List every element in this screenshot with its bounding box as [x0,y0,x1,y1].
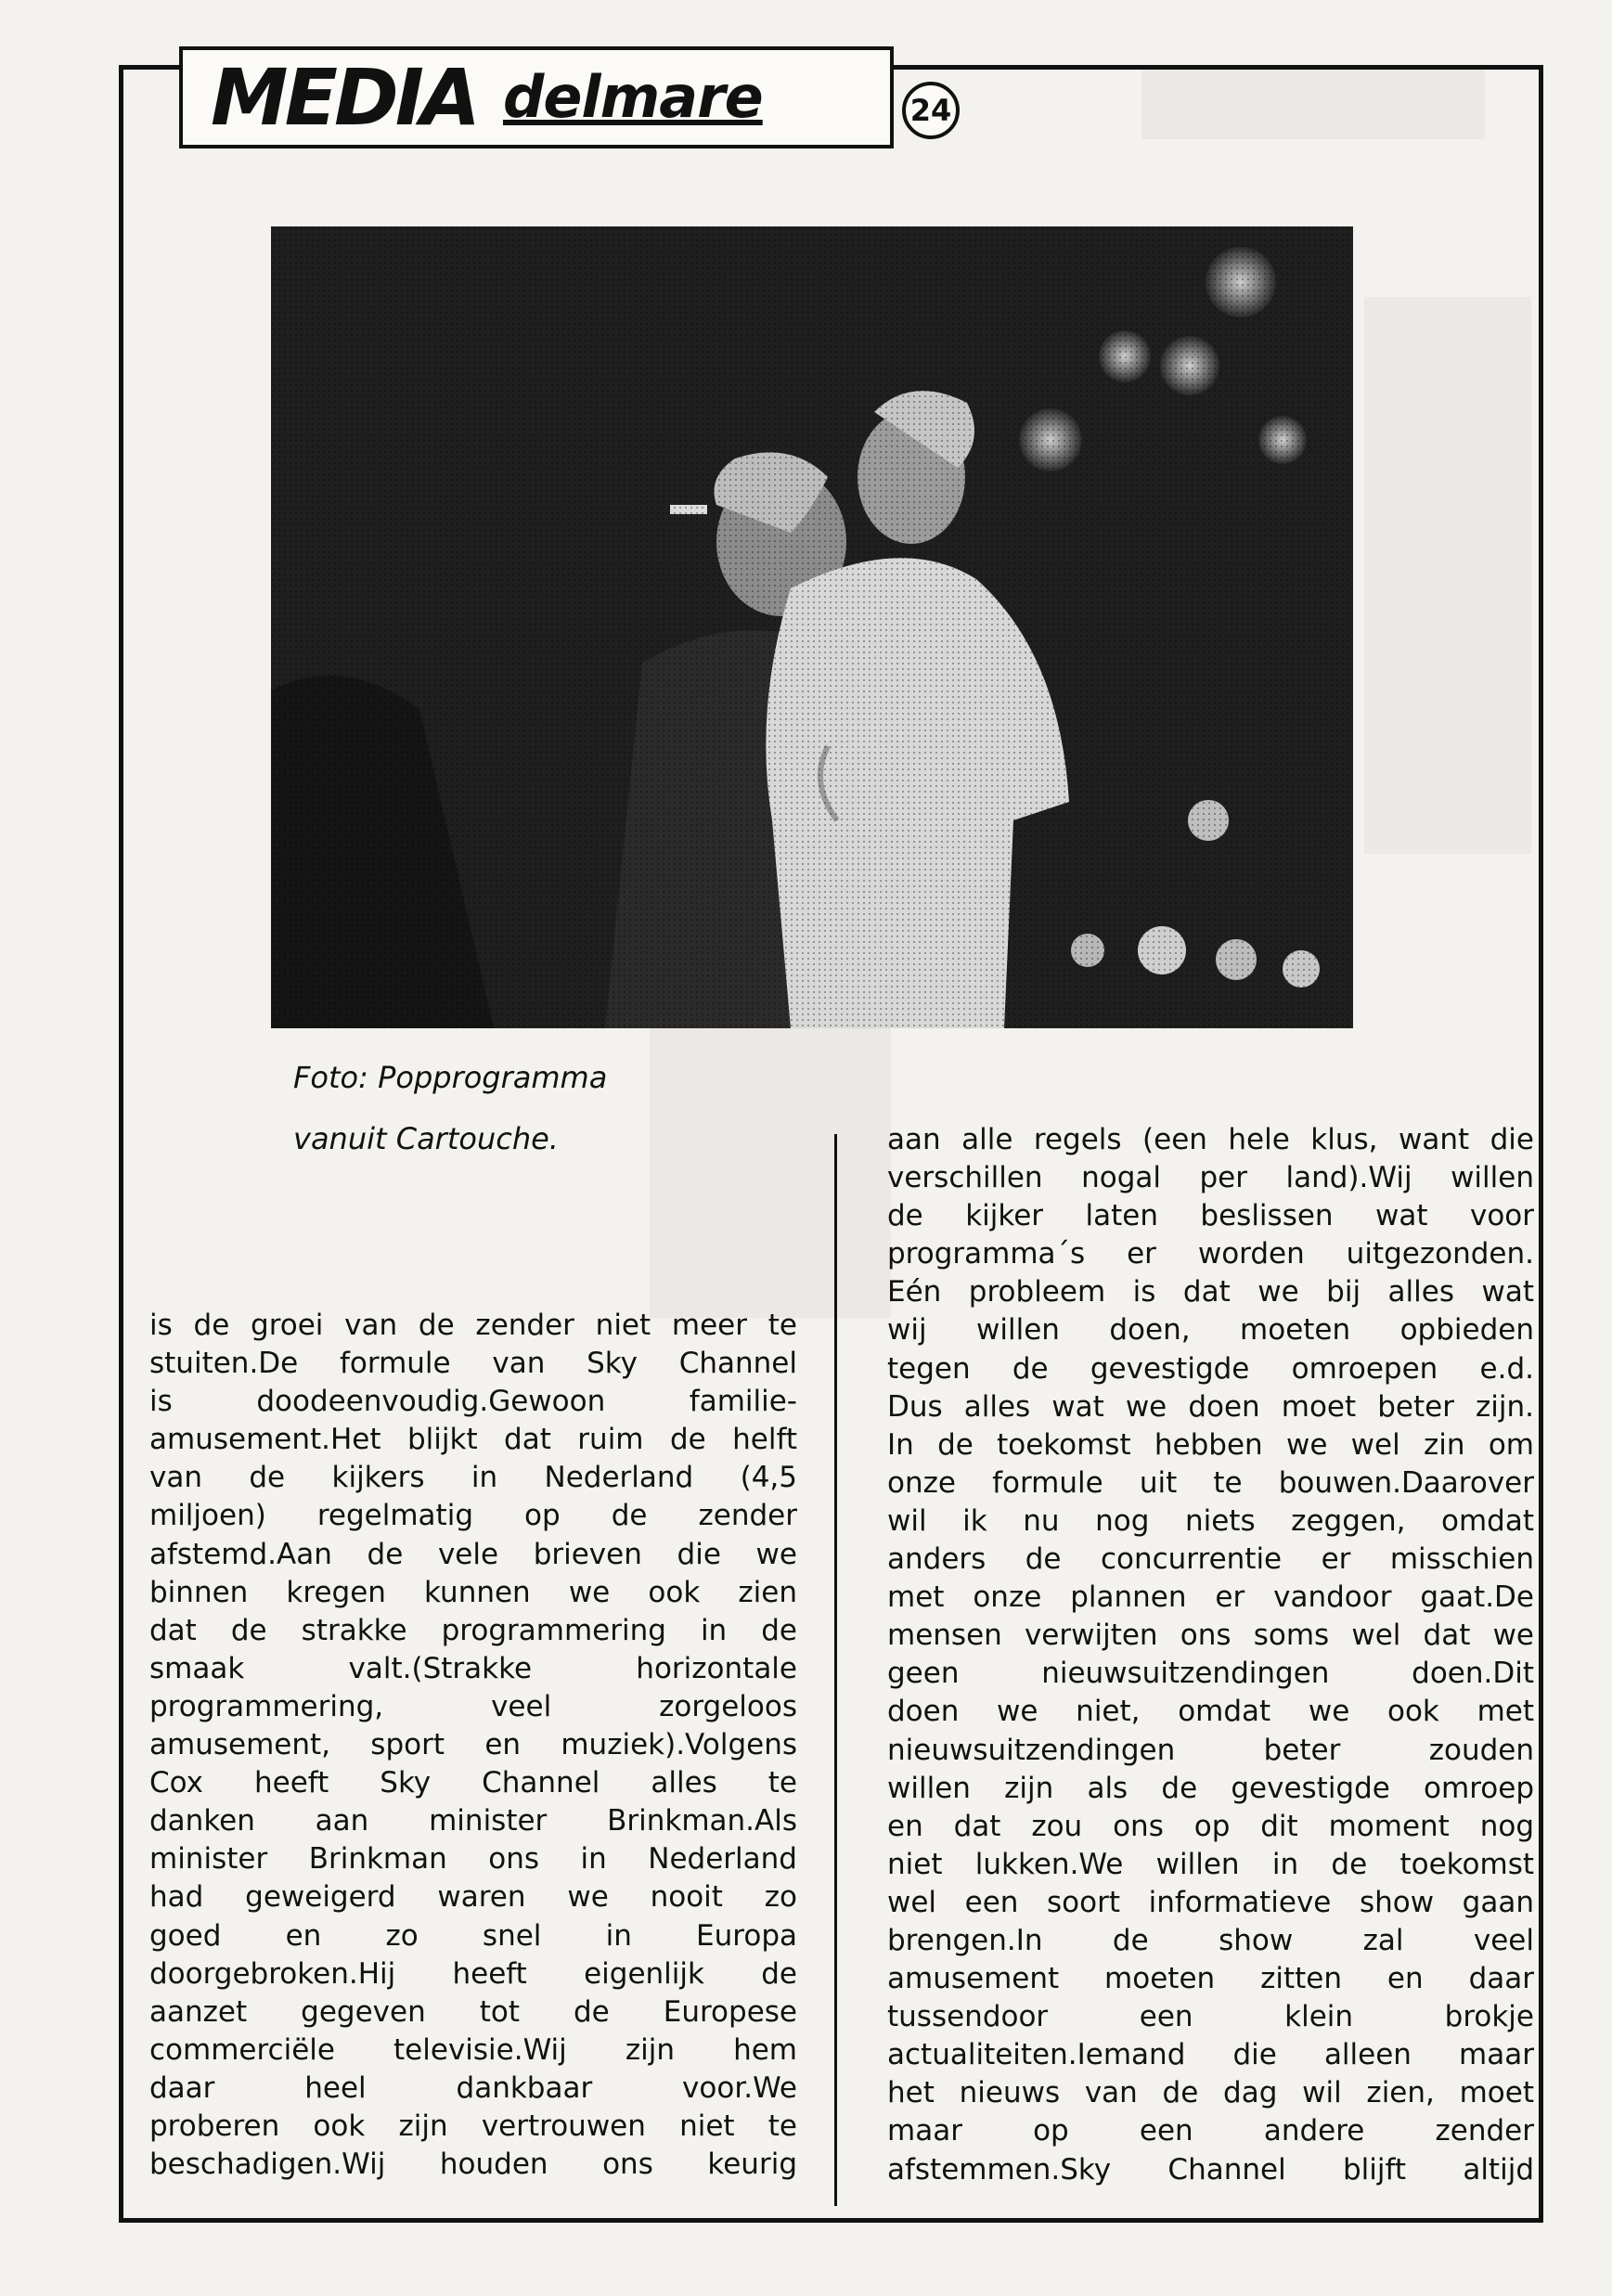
article-text-line: daar heel dankbaar voor.We [149,2070,797,2105]
photo-caption-line: vanuit Cartouche. [293,1121,559,1156]
article-text-line: amusement moeten zitten en daar [887,1962,1534,1996]
article-text-line: binnen kregen kunnen we ook zien [149,1575,797,1609]
article-text-line: proberen ook zijn vertrouwen niet te [149,2109,797,2143]
article-text-line: afstemmen.Sky Channel blijft altijd [887,2152,1534,2186]
article-left-column [149,1307,797,2184]
photo-caption-line: Foto: Popprogramma [293,1060,608,1095]
article-text-line: In de toekomst hebben we wel zin om [887,1427,1534,1462]
article-text-line: is doodeenvoudig.Gewoon familie- [149,1385,797,1419]
article-text-line: niet lukken.We willen in de toekomst [887,1847,1534,1881]
article-text-line: Eén probleem is dat we bij alles wat [887,1275,1534,1309]
article-text-line: actualiteiten.Iemand die alleen maar [887,2038,1534,2072]
article-text-line: maar op een andere zender [887,2114,1534,2148]
article-text-line: nieuwsuitzendingen beter zouden [887,1733,1534,1767]
article-text-line: afstemd.Aan de vele brieven die we [149,1537,797,1571]
article-text-line: geen nieuwsuitzendingen doen.Dit [887,1657,1534,1691]
article-text-line: commerciële televisie.Wij zijn hem [149,2032,797,2067]
article-text-line: dat de strakke programmering in de [149,1613,797,1647]
article-text-line: brengen.In de show zal veel [887,1923,1534,1957]
article-text-line: amusement.Het blijkt dat ruim de helft [149,1423,797,1457]
article-text-line: tegen de gevestigde omroepen e.d. [887,1351,1534,1386]
article-text-line: tussendoor een klein brokje [887,2000,1534,2034]
article-text-line: anders de concurrentie er misschien [887,1542,1534,1577]
article-text-line: miljoen) regelmatig op de zender [149,1499,797,1533]
article-text-line: wil ik nu nog niets zeggen, omdat [887,1503,1534,1538]
page-number-badge: 24 [902,82,960,139]
article-text-line: beschadigen.Wij houden ons keurig [149,2148,797,2182]
article-text-line: van de kijkers in Nederland (4,5 [149,1461,797,1495]
article-text-line: is de groei van de zender niet meer te [149,1309,797,1342]
article-text-line: wel een soort informatieve show gaan [887,1885,1534,1919]
photo-caption [293,1047,850,1169]
article-text-line: programma´s er worden uitgezonden. [887,1237,1534,1271]
concert-photo [271,226,1353,1028]
article-text-line: aanzet gegeven tot de Europese [149,1994,797,2029]
article-text-line: doen we niet, omdat we ook met [887,1695,1534,1729]
article-text-line: verschillen nogal per land).Wij willen [887,1161,1534,1195]
article-text-line: het nieuws van de dag wil zien, moet [887,2076,1534,2110]
masthead [179,46,894,148]
article-text-line: danken aan minister Brinkman.Als [149,1804,797,1838]
article-text-line: onze formule uit te bouwen.Daarover [887,1465,1534,1500]
masthead-brand-logo: delmare [502,63,763,131]
article-text-line: en dat zou ons op dit moment nog [887,1809,1534,1843]
article-text-line: goed en zo snel in Europa [149,1918,797,1953]
article-text-line: had geweigerd waren we nooit zo [149,1880,797,1915]
article-text-line: smaak valt.(Strakke horizontale [149,1651,797,1685]
article-text-line: minister Brinkman ons in Nederland [149,1842,797,1877]
article-text-line: de kijker laten beslissen wat voor [887,1199,1534,1233]
article-text-line: met onze plannen er vandoor gaat.De [887,1580,1534,1615]
article-text-line: wij willen doen, moeten opbieden [887,1313,1534,1348]
article-text-line: Dus alles wat we doen moet beter zijn. [887,1389,1534,1424]
article-text-line: Cox heeft Sky Channel alles te [149,1766,797,1800]
article-text-line: willen zijn als de gevestigde omroep [887,1771,1534,1805]
article-text-line: stuiten.De formule van Sky Channel [149,1347,797,1381]
article-text-line: programmering, veel zorgeloos [149,1689,797,1723]
article-text-line: mensen verwijten ons soms wel dat we [887,1619,1534,1653]
column-divider [834,1134,837,2206]
concert-photo-image [271,226,1353,1028]
article-right-column [887,1121,1534,2189]
masthead-title: MEDIA [211,52,477,143]
article-text-line: doorgebroken.Hij heeft eigenlijk de [149,1956,797,1991]
article-text-line: aan alle regels (een hele klus, want die [887,1123,1534,1156]
article-text-line: amusement, sport en muziek).Volgens [149,1728,797,1762]
